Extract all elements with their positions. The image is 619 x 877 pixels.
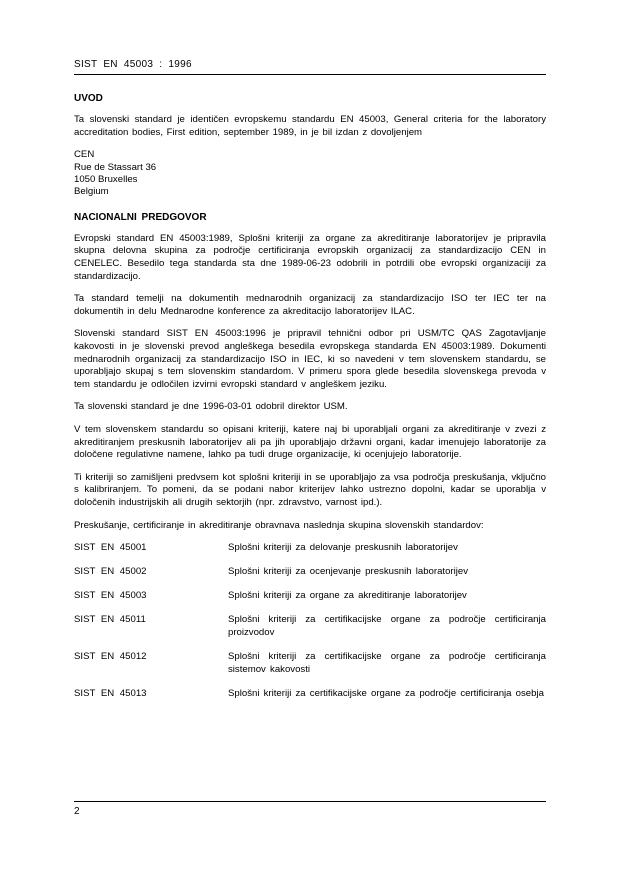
predgovor-paragraph: Slovenski standard SIST EN 45003:1996 je pripravil tehnični odbor pri USM/TC QAS Zagotavljanje kakovosti in je slovenski prevod angleškega besedila evropskega standarda EN 45003:1989. Dokumenti mednarodnih organizacij za standardizacijo ISO in IEC, ki so navedeni v tem slovenskem standardu, se uporabljajo skupaj s tem slovenskim standardom. V primeru spora glede besedila slovenskega prevoda v tem standardu je odločilen izvirni evropski standard v angleškem jeziku. [74, 328, 546, 390]
address-block [74, 149, 546, 199]
predgovor-paragraph: Evropski standard EN 45003:1989, Splošni kriteriji za organe za akreditiranje laboratorijev je pripravila skupna delovna skupina za področje certificiranja evropskih organizacij za standardizacijo CEN in CENELEC. Besedilo tega standarda sta dne 1989-06-23 odobrili in potrdili obe evropski organizaciji za standardizacijo. [74, 232, 546, 282]
predgovor-paragraph: Preskušanje, certificiranje in akreditiranje obravnava naslednja skupina slovenskih standardov: [74, 519, 484, 531]
standard-title: Splošni kriteriji za delovanje preskusnih laboratorijev [228, 542, 458, 554]
predgovor-paragraph: Ta standard temelji na dokumentih mednarodnih organizacij za standardizacijo ISO ter IEC ter na dokumentih in delu Mednarodne konference za akreditacijo laboratorijev ILAC. [74, 293, 546, 317]
address-line: Belgium [74, 186, 109, 198]
predgovor-heading: NACIONALNI PREDGOVOR [74, 211, 207, 223]
standard-title: Splošni kriteriji za certifikacijske organe za področje certificiranja osebja [228, 687, 544, 699]
uvod-paragraph: Ta slovenski standard je identičen evropskemu standardu EN 45003, General criteria for the laboratory accreditation bodies, First edition, september 1989, in je bil izdan z dovoljenjem [74, 114, 546, 138]
table-row [74, 614, 546, 651]
table-row [74, 566, 546, 590]
table-row [74, 651, 546, 688]
standard-code: SIST EN 45013 [74, 687, 147, 699]
predgovor-paragraph: V tem slovenskem standardu so opisani kriteriji, katere naj bi uporabljali organi za akreditiranje v zvezi z akreditiranjem preskusnih laboratorijev ali pa jih uporabljajo državni organi, kadar imenujejo laboratorije za določene regulativne namene, lahko pa tudi druge organizacije, ki ocenjujejo laboratorije. [74, 423, 546, 461]
table-row [74, 542, 546, 566]
document-header: SIST EN 45003 : 1996 [74, 59, 192, 70]
predgovor-paragraph: Ti kriteriji so zamišljeni predvsem kot splošni kriteriji in se uporabljajo za vsa področja preskušanja, vključno s kalibriranjem. To pomeni, da se podani nabor kriterijev lahko ustrezno dopolni, kadar se uporablja v določenih industrijskih ali drugih sektorjih (npr. zdravstvo, varnost ipd.). [74, 471, 546, 508]
standard-code: SIST EN 45002 [74, 566, 147, 578]
standard-code: SIST EN 45001 [74, 542, 147, 554]
table-row [74, 688, 546, 712]
standard-title: Splošni kriteriji za ocenjevanje preskusnih laboratorijev [228, 566, 468, 578]
address-line: 1050 Bruxelles [74, 174, 138, 185]
standard-code: SIST EN 45012 [74, 651, 147, 663]
header-rule [74, 74, 546, 75]
table-row [74, 590, 546, 614]
uvod-heading: UVOD [74, 93, 103, 104]
standard-code: SIST EN 45003 [74, 590, 147, 602]
standard-title: Splošni kriteriji za certifikacijske organe za področje certificiranja sistemov kakovosti [228, 651, 546, 675]
footer-rule [74, 801, 546, 802]
standards-table [74, 542, 546, 712]
standard-title: Splošni kriteriji za certifikacijske organe za področje certificiranja proizvodov [228, 614, 546, 638]
address-line: CEN [74, 149, 95, 161]
predgovor-paragraph: Ta slovenski standard je dne 1996-03-01 odobril direktor USM. [74, 401, 348, 413]
standard-code: SIST EN 45011 [74, 614, 146, 626]
page-content [74, 93, 546, 712]
address-line: Rue de Stassart 36 [74, 161, 157, 173]
page-number: 2 [74, 806, 80, 817]
standard-title: Splošni kriteriji za organe za akreditiranje laboratorijev [228, 590, 467, 602]
